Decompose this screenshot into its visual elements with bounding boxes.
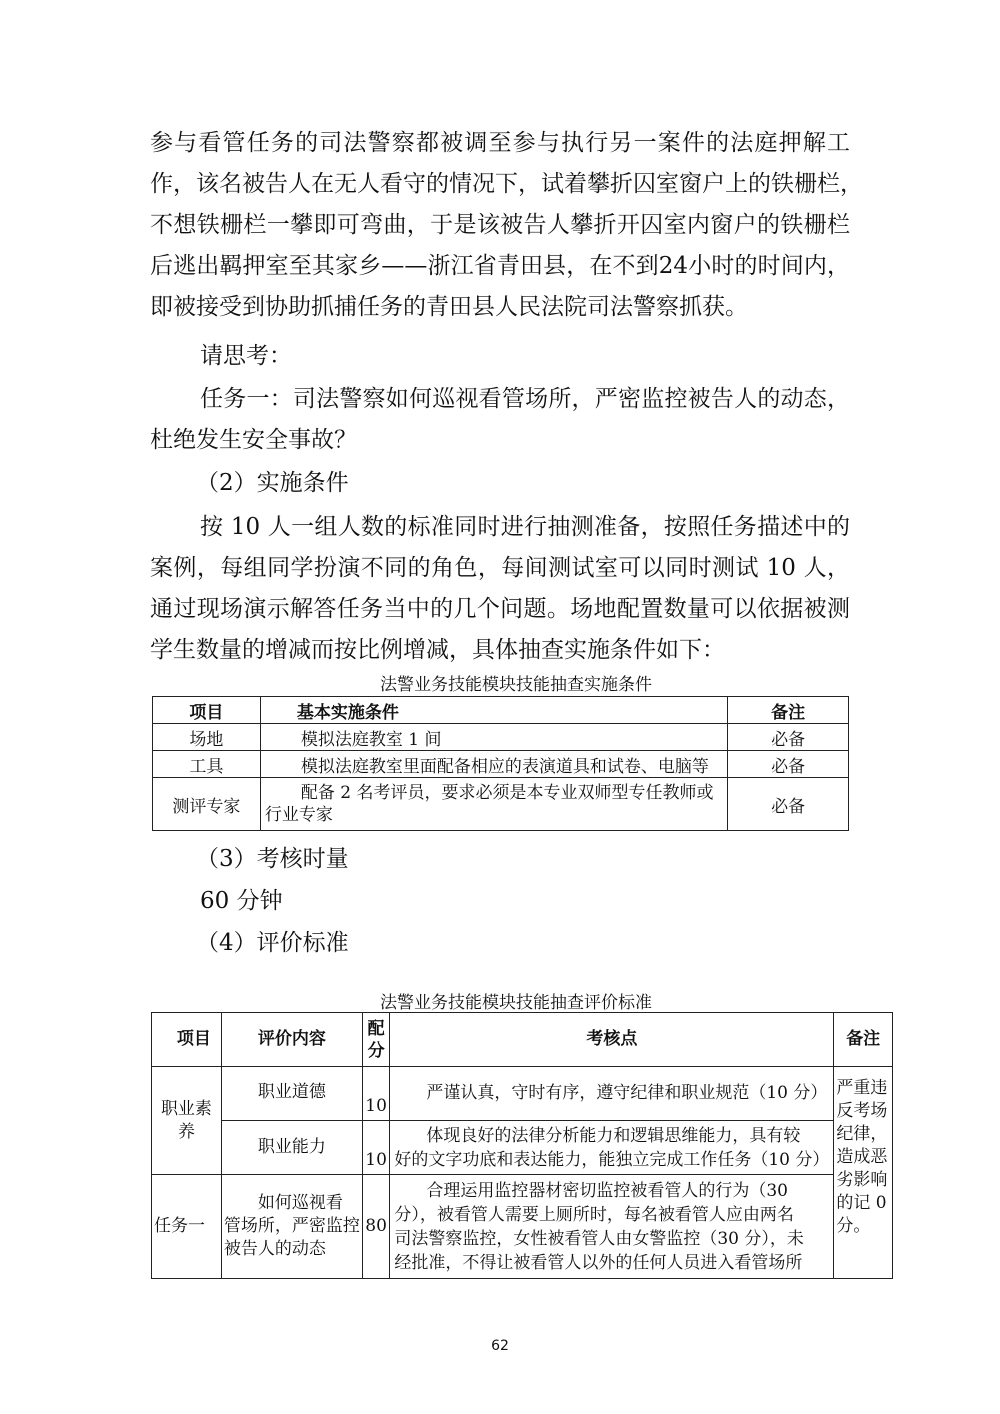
table-header-row xyxy=(153,697,849,724)
table-cell: 职业道德 xyxy=(221,1067,362,1121)
table-row xyxy=(152,1067,893,1121)
table-cell: 必备 xyxy=(728,724,849,751)
text-line: 杜绝发生安全事故？ xyxy=(150,427,357,453)
table-cell: 工具 xyxy=(153,751,261,778)
note-line: 劣影响 xyxy=(836,1170,888,1190)
table-cell: 任务一 xyxy=(152,1175,222,1279)
table-cell: 场地 xyxy=(153,724,261,751)
cell-line: 合理运用监控器材密切监控被看管人的行为（30 xyxy=(426,1180,788,1201)
cell-line: 如何巡视看 xyxy=(257,1193,343,1213)
conditions-table xyxy=(152,696,849,831)
text-line: 任务一：司法警察如何巡视看管场所，严密监控被告人的动态， xyxy=(200,386,850,412)
cell-line: 司法警察监控，女性被看管人由女警监控（30 分），未 xyxy=(394,1228,804,1249)
header-cell: 项目 xyxy=(153,697,261,724)
duration-text: 60 分钟 xyxy=(200,888,283,914)
evaluation-table xyxy=(151,1012,893,1279)
text-line: 作，该名被告人在无人看守的情况下，试着攀折囚室窗户上的铁栅栏， xyxy=(150,171,863,197)
note-line: 严重违 xyxy=(836,1078,888,1098)
note-line: 的记 0 xyxy=(836,1193,887,1213)
cell-line: 经批准，不得让被看管人以外的任何人员进入看管场所 xyxy=(394,1252,803,1273)
table-cell: 模拟法庭教室里面配备相应的表演道具和试卷、电脑等 xyxy=(260,751,727,778)
header-line: 分 xyxy=(367,1040,385,1061)
section-heading: （4）评价标准 xyxy=(196,930,349,956)
table-cell xyxy=(834,1067,893,1279)
cell-line: 分），被看管人需要上厕所时，每名被看管人应由两名 xyxy=(394,1204,794,1225)
note-line: 分。 xyxy=(836,1216,871,1236)
cell-line: 好的文字功底和表达能力，能独立完成工作任务（10 分） xyxy=(394,1149,830,1170)
table-row xyxy=(152,1175,893,1279)
cell-line: 体现良好的法律分析能力和逻辑思维能力，具有较 xyxy=(426,1125,801,1146)
table1-caption: 法警业务技能模块技能抽查实施条件 xyxy=(380,675,652,695)
header-cell: 评价内容 xyxy=(221,1013,362,1067)
text-line: 通过现场演示解答任务当中的几个问题。场地配置数量可以依据被测 xyxy=(150,596,850,622)
table-cell: 测评专家 xyxy=(153,778,261,831)
text-line: 案例，每组同学扮演不同的角色，每间测试室可以同时测试 10 人， xyxy=(150,555,850,581)
section-heading: （2）实施条件 xyxy=(196,470,349,496)
header-cell: 备注 xyxy=(728,697,849,724)
header-cell xyxy=(362,1013,389,1067)
conditions-paragraph xyxy=(150,508,850,669)
header-line: 配 xyxy=(367,1018,385,1039)
text-line: 后逃出羁押室至其家乡——浙江省青田县，在不到24小时的时间内， xyxy=(150,253,850,279)
cell-line: 被告人的动态 xyxy=(223,1239,326,1259)
table-row xyxy=(153,778,849,831)
header-cell: 项目 xyxy=(152,1013,222,1067)
header-cell: 备注 xyxy=(834,1013,893,1067)
cell-line: 管场所，严密监控 xyxy=(223,1216,360,1236)
table-cell: 严谨认真，守时有序，遵守纪律和职业规范（10 分） xyxy=(390,1067,834,1121)
table-cell: 10 xyxy=(362,1121,389,1175)
table-cell xyxy=(390,1121,834,1175)
cell-line: 行业专家 xyxy=(264,805,333,825)
case-paragraph xyxy=(150,124,863,326)
table-cell xyxy=(390,1175,834,1279)
table-cell: 模拟法庭教室 1 间 xyxy=(260,724,727,751)
table2-caption: 法警业务技能模块技能抽查评价标准 xyxy=(380,993,652,1013)
table-cell: 必备 xyxy=(728,751,849,778)
table-cell xyxy=(221,1175,362,1279)
task-question xyxy=(150,380,850,459)
table-cell: 80 xyxy=(362,1175,389,1279)
text-line: 即被接受到协助抓捕任务的青田县人民法院司法警察抓获。 xyxy=(150,294,748,320)
note-line: 反考场 xyxy=(836,1101,888,1121)
table-cell: 必备 xyxy=(728,778,849,831)
text-line: 学生数量的增减而按比例增减，具体抽查实施条件如下： xyxy=(150,637,725,663)
header-cell: 考核点 xyxy=(390,1013,834,1067)
cell-line: 配备 2 名考评员，要求必须是本专业双师型专任教师或 xyxy=(300,783,714,803)
note-line: 造成恶 xyxy=(836,1147,888,1167)
table-header-row xyxy=(152,1013,893,1067)
table-cell: 职业能力 xyxy=(221,1121,362,1175)
table-cell xyxy=(260,778,727,831)
table-cell: 职业素养 xyxy=(152,1067,222,1175)
text-line: 参与看管任务的司法警察都被调至参与执行另一案件的法庭押解工 xyxy=(150,130,850,156)
table-row xyxy=(153,751,849,778)
header-cell: 基本实施条件 xyxy=(260,697,727,724)
table-row xyxy=(152,1121,893,1175)
table-cell: 10 xyxy=(362,1067,389,1121)
note-line: 纪律， xyxy=(836,1124,888,1144)
think-label: 请思考： xyxy=(200,343,292,369)
page-number: 62 xyxy=(491,1338,509,1354)
section-heading: （3）考核时量 xyxy=(196,846,349,872)
table-row xyxy=(153,724,849,751)
text-line: 按 10 人一组人数的标准同时进行抽测准备，按照任务描述中的 xyxy=(200,514,850,540)
text-line: 不想铁栅栏一攀即可弯曲，于是该被告人攀折开囚室内窗户的铁栅栏 xyxy=(150,212,850,238)
